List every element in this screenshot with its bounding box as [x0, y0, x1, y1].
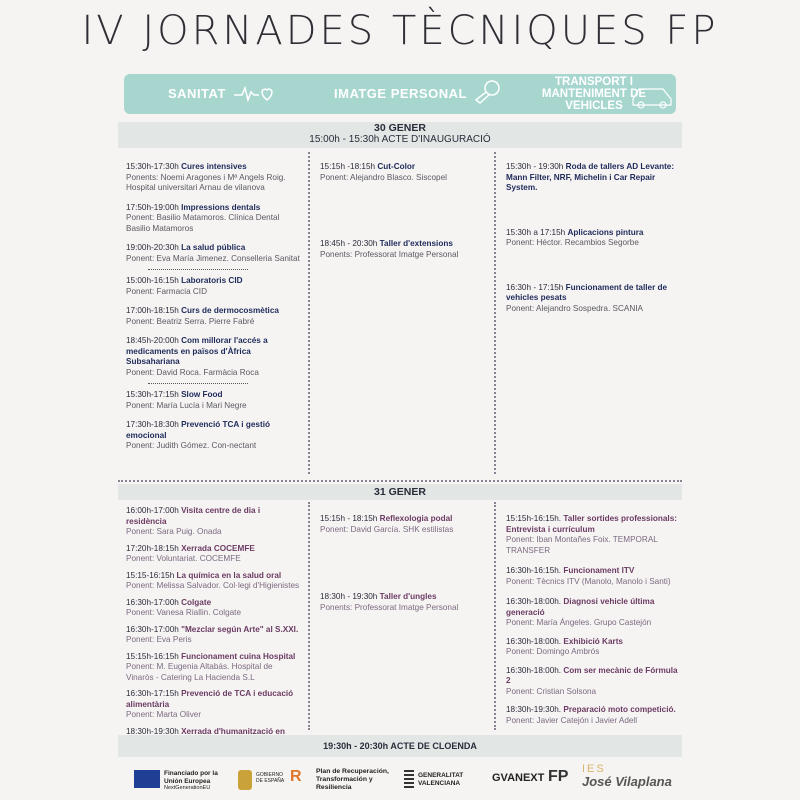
list-item: 18:30h-19:30h. Preparació moto competició. Ponent: Javier Catejón i Javier Adell	[506, 705, 676, 725]
list-item: 16:30h-17:15h Prevenció de TCA i educació alimentària Ponent: Marta Oliver	[126, 689, 294, 719]
day2-date: 31 GENER	[374, 486, 426, 498]
list-item: 16:30h-18:00h. Com ser mecànic de Fórmula 2 Ponent: Cristian Solsona	[506, 665, 678, 696]
list-item: 18:45h-20:00h Com millorar l'accés a medicaments en països d'Àfrica Subsahariana Ponent: David Roca. Farmàcia Roca	[126, 336, 268, 377]
prtr-logo: Plan de Recuperación, Transformación y Resiliencia	[316, 768, 389, 791]
dotted-separator	[148, 383, 248, 384]
list-item: 17:50h-19:00h Impressions dentals Ponent: Basilio Matamoros. Clínica Dental Basilio Matamoros	[126, 202, 280, 233]
page-title: IV JORNADES TÈCNIQUES FP	[81, 8, 719, 54]
day1-sanitat-column	[126, 162, 302, 461]
day2-sanitat-column	[126, 506, 302, 758]
list-item: 16:30h-17:00h Colgate Ponent: Vanesa Riallin. Colgate	[126, 597, 241, 617]
list-item: 15:30h-17:15h Slow Food Ponent: María Lucía i Mari Negre	[126, 390, 247, 410]
gobierno-logo: GOBIERNO DE ESPAÑA	[256, 772, 285, 784]
list-item: 15:30h - 19:30h Roda de tallers AD Levante: Mann Filter, NRF, Michelin i Car Repair System.	[506, 162, 675, 192]
banner-imatge: IMATGE PERSONAL	[334, 86, 467, 101]
day2-transport-column	[506, 514, 682, 726]
banner-transport: TRANSPORT I MANTENIMENT DE VEHICLES	[541, 76, 647, 112]
dotted-separator	[148, 269, 248, 270]
list-item: 15:15h -18:15h Cut-Color Ponent: Alejandro Blasco. Siscopel	[320, 162, 447, 182]
closing-act: 19:30h - 20:30h ACTE DE CLOENDA	[118, 735, 682, 757]
list-item: 15:15h - 18:15h Reflexologia podal Ponent: David García. SHK estilistas	[320, 514, 454, 534]
list-item: 17:30h-18:30h Prevenció TCA i gestió emocional Ponent: Judith Gómez. Con-nectant	[126, 420, 270, 450]
day2-divider-right	[494, 502, 496, 730]
list-item: 16:30h-17:00h "Mezclar según Arte" al S.XXI. Ponent: Eva Peris	[126, 624, 299, 644]
list-item: 15:30h-17:30h Cures intensives Ponents: Noemi Aragones i Mª Angels Roig. Hospital universitari Arnau de vilanova	[126, 162, 286, 192]
hairdryer-icon	[466, 78, 506, 108]
heartbeat-icon	[234, 84, 274, 104]
gva-icon	[404, 770, 414, 790]
list-item: 16:30h-16:15h. Funcionament ITV Ponent: Tècnics ITV (Manolo, Manolo i Santi)	[506, 566, 671, 586]
day1-header	[118, 122, 682, 148]
car-icon	[629, 77, 675, 111]
list-item: 15:15h-16:15h Funcionament cuina Hospital Ponent: M. Eugenia Altabás. Hospital de Vinaròs - Catering La Hacienda S.L	[126, 651, 296, 682]
list-item: 15:00h-16:15h Laboratoris CID Ponent: Farmacia CID	[126, 276, 243, 296]
day1-divider-left	[308, 152, 310, 474]
list-item: 16:30h - 17:15h Funcionament de taller de vehicles pesats Ponent: Alejandro Sospedra. SCANIA	[506, 282, 668, 313]
day1-divider-right	[494, 152, 496, 474]
day2-divider-left	[308, 502, 310, 730]
prtr-icon: R	[290, 768, 302, 785]
list-item: 18:45h - 20:30h Taller d'extensions Ponents: Professorat Imatge Personal	[320, 239, 459, 259]
gva-logo: GENERALITAT VALENCIANA	[418, 772, 464, 787]
day1-transport-column	[506, 162, 682, 323]
list-item: 15:15h-16:15h. Taller sortides professionals: Entrevista i currículum Ponent: Iban Montañes Foix. TEMPORAL TRANSFER	[506, 514, 677, 555]
gvanext-logo: GVANEXT	[492, 772, 545, 784]
day2-header	[118, 484, 682, 500]
list-item: 17:00h-18:15h Curs de dermocosmètica Ponent: Beatriz Serra. Pierre Fabré	[126, 306, 279, 326]
list-item: 15:15-16:15h La química en la salud oral Ponent: Melissa Salvador. Col·legi d'Higienistes	[126, 570, 300, 590]
spain-crest-icon	[238, 770, 252, 790]
list-item: 16:00h-17:00h Visita centre de dia i residència Ponent: Sara Puig. Onada	[126, 506, 261, 536]
list-item: 16:30h-18:00h. Exhibició Karts Ponent: Domingo Ambrós	[506, 636, 623, 656]
list-item: 17:20h-18:15h Xerrada COCEMFE Ponent: Voluntariat. COCEMFE	[126, 543, 255, 563]
department-banner	[124, 74, 676, 114]
banner-sanitat: SANITAT	[168, 86, 226, 101]
sponsor-logos	[130, 764, 690, 798]
eu-flag-icon	[134, 770, 160, 788]
list-item: 15:30h a 17:15h Aplicacions pintura Ponent: Héctor. Recambios Segorbe	[506, 227, 644, 247]
fp-icon: FP	[548, 768, 569, 785]
day1-opening: 15:00h - 15:30h ACTE D'INAUGURACIÓ	[309, 134, 491, 145]
day1-date: 30 GENER	[374, 122, 426, 134]
list-item: 16:30h-18:00h. Diagnosi vehicle última generació Ponent: María Ángeles. Grupo Castejón	[506, 597, 655, 627]
day2-imatge-column	[320, 514, 488, 622]
list-item: 18:30h - 19:30h Taller d'ungles Ponents: Professorat Imatge Personal	[320, 592, 459, 612]
day1-imatge-column	[320, 162, 488, 269]
day-divider	[118, 480, 682, 482]
ies-logo: IES José Vilaplana	[582, 763, 672, 789]
list-item: 18:30h-19:30h Xerrada d'humanització en	[126, 726, 285, 736]
eu-logo: Financiado por la Unión Europea NextGenerationEU	[164, 770, 218, 791]
list-item: 19:00h-20:30h La salud pública Ponent: Eva María Jimenez. Conselleria Sanitat	[126, 243, 300, 263]
